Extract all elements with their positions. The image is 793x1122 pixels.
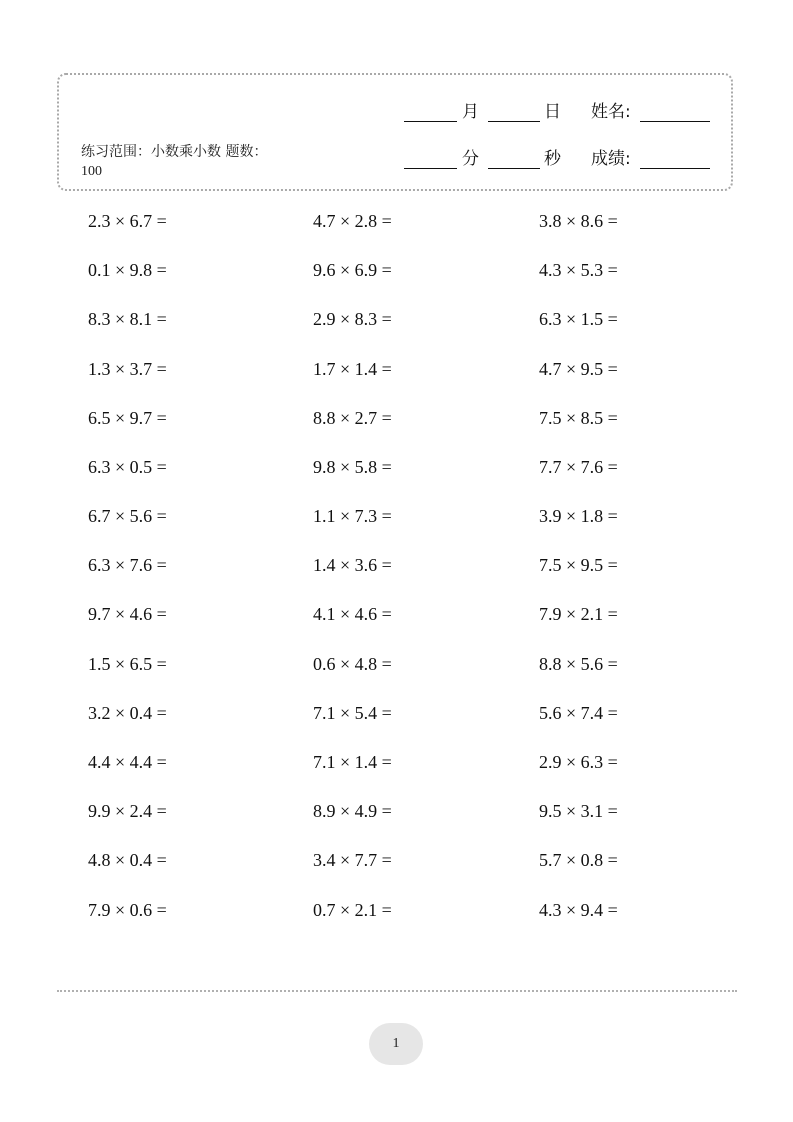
problem-item: 2.9 × 6.3 = [539, 752, 618, 772]
day-blank[interactable] [488, 121, 540, 122]
header-box [57, 73, 733, 191]
problem-item: 7.5 × 8.5 = [539, 408, 618, 428]
problem-item: 4.7 × 2.8 = [313, 211, 392, 231]
problem-item: 6.3 × 1.5 = [539, 309, 618, 329]
problem-item: 8.9 × 4.9 = [313, 801, 392, 821]
question-count: 100 [81, 164, 102, 179]
footer-divider [57, 990, 737, 992]
problem-item: 4.8 × 0.4 = [88, 850, 167, 870]
problem-item: 4.4 × 4.4 = [88, 752, 167, 772]
problem-item: 0.1 × 9.8 = [88, 260, 167, 280]
problem-item: 6.7 × 5.6 = [88, 506, 167, 526]
problem-item: 7.5 × 9.5 = [539, 555, 618, 575]
problem-item: 3.2 × 0.4 = [88, 703, 167, 723]
problem-item: 7.7 × 7.6 = [539, 457, 618, 477]
problem-item: 1.5 × 6.5 = [88, 654, 167, 674]
problem-item: 7.1 × 5.4 = [313, 703, 392, 723]
problem-item: 9.8 × 5.8 = [313, 457, 392, 477]
problem-item: 1.1 × 7.3 = [313, 506, 392, 526]
time-score-row [404, 146, 714, 172]
problem-item: 5.7 × 0.8 = [539, 850, 618, 870]
date-name-row [404, 99, 714, 125]
problem-item: 1.7 × 1.4 = [313, 359, 392, 379]
problem-item: 4.7 × 9.5 = [539, 359, 618, 379]
problem-item: 6.3 × 0.5 = [88, 457, 167, 477]
problem-item: 0.6 × 4.8 = [313, 654, 392, 674]
problem-item: 9.6 × 6.9 = [313, 260, 392, 280]
page-number-badge [369, 1023, 423, 1065]
problem-item: 1.4 × 3.6 = [313, 555, 392, 575]
name-blank[interactable] [640, 121, 710, 122]
problem-item: 6.5 × 9.7 = [88, 408, 167, 428]
problem-item: 8.3 × 8.1 = [88, 309, 167, 329]
month-blank[interactable] [404, 121, 457, 122]
problem-item: 3.8 × 8.6 = [539, 211, 618, 231]
minute-label: 分 [462, 149, 479, 169]
month-label: 月 [462, 102, 479, 122]
problem-item: 2.3 × 6.7 = [88, 211, 167, 231]
score-blank[interactable] [640, 168, 710, 169]
problem-item: 4.3 × 5.3 = [539, 260, 618, 280]
problem-item: 4.1 × 4.6 = [313, 604, 392, 624]
problem-item: 0.7 × 2.1 = [313, 900, 392, 920]
problem-item: 2.9 × 8.3 = [313, 309, 392, 329]
problem-item: 8.8 × 2.7 = [313, 408, 392, 428]
problem-item: 4.3 × 9.4 = [539, 900, 618, 920]
problem-item: 5.6 × 7.4 = [539, 703, 618, 723]
problem-item: 9.9 × 2.4 = [88, 801, 167, 821]
problem-item: 9.5 × 3.1 = [539, 801, 618, 821]
practice-range [81, 143, 321, 181]
problem-item: 3.4 × 7.7 = [313, 850, 392, 870]
page-number: 1 [392, 1036, 400, 1051]
problem-item: 7.1 × 1.4 = [313, 752, 392, 772]
day-label: 日 [544, 102, 561, 122]
problem-item: 3.9 × 1.8 = [539, 506, 618, 526]
problem-item: 1.3 × 3.7 = [88, 359, 167, 379]
practice-range-label: 练习范围：小数乘小数 题数： [81, 144, 268, 160]
second-blank[interactable] [488, 168, 540, 169]
problem-item: 7.9 × 2.1 = [539, 604, 618, 624]
problem-item: 8.8 × 5.6 = [539, 654, 618, 674]
problem-item: 9.7 × 4.6 = [88, 604, 167, 624]
problem-item: 7.9 × 0.6 = [88, 900, 167, 920]
second-label: 秒 [544, 149, 561, 169]
problem-item: 6.3 × 7.6 = [88, 555, 167, 575]
minute-blank[interactable] [404, 168, 457, 169]
name-label: 姓名: [591, 102, 631, 122]
score-label: 成绩: [591, 149, 631, 169]
